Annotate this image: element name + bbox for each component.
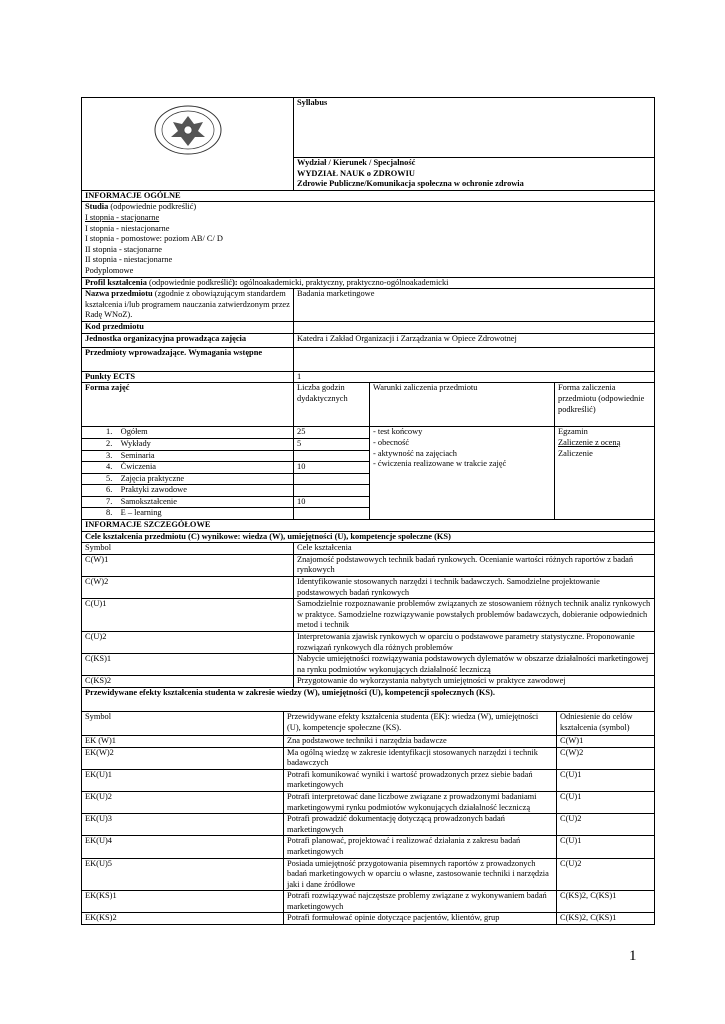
cel-text: Przygotowanie do wykorzystania nabytych umiejętności w praktyce zawodowej (294, 676, 655, 688)
detail-heading: INFORMACJE SZCZEGÓŁOWE (82, 520, 655, 532)
ects-label: Punkty ECTS (82, 371, 294, 383)
nazwa-label: Nazwa przedmiotu (85, 289, 153, 299)
efekt-symbol: EK(U)1 (82, 769, 284, 791)
form-hours: 10 (294, 496, 370, 508)
warunki-item: - test końcowy (373, 427, 423, 437)
form-hours (294, 485, 370, 497)
cel-symbol: C(W)1 (82, 554, 294, 576)
efekt-text: Potrafi prowadzić dokumentację dotyczącą prowadzonych badań marketingowych (284, 814, 557, 836)
form-name: Ćwiczenia (120, 462, 157, 472)
forma-zaliczenia-label: Forma zaliczenia przedmiotu (odpowiednie podkreślić) (555, 383, 655, 427)
cel-text: Identyfikowanie stosowanych narzędzi i technik badawczych. Samodzielne projektowanie podstawowych badań rynkowych (294, 577, 655, 599)
cel-text: Nabycie umiejętności rozwiązywania podstawowych dylematów w obszarze działalności marketingowej na rynku podmiotów wykonujących działalność leczniczą (294, 654, 655, 676)
kod-value (294, 322, 655, 334)
faculty-name: WYDZIAŁ NAUK o ZDROWIU (297, 168, 415, 178)
studia-option: I stopnia - niestacjonarne (85, 223, 170, 233)
efekt-text: Potrafi interpretować dane liczbowe związane z prowadzonymi badaniami marketingowymi rynku podmiotów wykonujących działalność leczniczą (284, 791, 557, 813)
form-row (82, 438, 294, 450)
efekt-ref: C(W)2 (557, 747, 655, 769)
efekt-text: Potrafi formułować opinie dotyczące pacjentów, klientów, grup (284, 913, 557, 925)
form-hours (294, 473, 370, 485)
specialty-name: Zdrowie Publiczne/Komunikacja społeczna w ochronie zdrowia (297, 179, 524, 189)
form-num: 6. (106, 485, 113, 495)
nazwa-hint: (zgodnie z obowiązującym standardem kształcenia i/lub programem nauczania zatwierdzonym przez Radę WNoZ). (85, 289, 290, 320)
efekt-text: Posiada umiejętność przygotowania pisemnych raportów z prowadzonych badań marketingowych w oparciu o własne, zastosowanie techniki i narzędzia jaki i dane źródłowe (284, 858, 557, 891)
form-num: 2. (106, 438, 113, 448)
efekt-symbol: EK(KS)1 (82, 891, 284, 913)
nazwa-value: Badania marketingowe (294, 289, 655, 322)
cel-symbol: C(KS)2 (82, 676, 294, 688)
form-num: 4. (106, 462, 113, 472)
form-num: 1. (106, 427, 113, 437)
header-table (81, 97, 655, 191)
efekty-table (81, 711, 655, 925)
efekt-ref: C(U)1 (557, 769, 655, 791)
efekt-ref: C(U)1 (557, 791, 655, 813)
efekt-text: Potrafi komunikować wyniki i wartość prowadzonych przez siebie badań marketingowych (284, 769, 557, 791)
zaliczenie-option: Zaliczenie (558, 448, 593, 458)
form-hours: 25 (294, 427, 370, 439)
form-hours: 5 (294, 438, 370, 450)
profil-colon: ): (232, 277, 238, 287)
form-num: 7. (106, 496, 113, 506)
przedmioty-value (294, 347, 655, 371)
form-name: Zajęcia praktyczne (120, 473, 185, 483)
jednostka-value: Katedra i Zakład Organizacji i Zarządzania w Opiece Zdrowotnej (294, 333, 655, 347)
form-row (82, 450, 294, 462)
profil-options: ogólnoakademicki, praktyczny, praktyczno-ogólnoakademicki (237, 277, 449, 287)
form-name: Samokształcenie (120, 496, 177, 506)
form-row (82, 427, 294, 439)
efekt-ref: C(U)2 (557, 814, 655, 836)
nazwa-label-cell (82, 289, 294, 322)
cele-heading: Cele kształcenia przedmiotu (C) wynikowe: wiedza (W), umiejętności (U), kompetencje społeczne (KS) (82, 531, 655, 543)
cel-symbol: C(W)2 (82, 577, 294, 599)
studia-option: II stopnia - stacjonarne (85, 244, 162, 254)
efekt-text: Zna podstawowe techniki i narzędzia badawcze (284, 735, 557, 747)
efekt-symbol: EK(KS)2 (82, 913, 284, 925)
form-name: Seminaria (120, 450, 155, 460)
warunki-item: - aktywność na zajęciach (373, 448, 457, 458)
page-number: 1 (629, 948, 637, 964)
zaliczenie-cell (555, 427, 655, 520)
studia-option: I stopnia - stacjonarne (85, 212, 160, 222)
efekt-ref: C(U)2 (557, 858, 655, 891)
profil-hint: (odpowiednie podkreślić (146, 277, 233, 287)
col-odniesienie: Odniesienie do celów kształcenia (symbol) (557, 711, 655, 735)
efekt-ref: C(W)1 (557, 735, 655, 747)
efekt-text: Potrafi rozwiązywać najczęstsze problemy związane z wykonywaniem badań marketingowych (284, 891, 557, 913)
zaliczenie-option: Zaliczenie z oceną (558, 437, 621, 447)
form-row (82, 508, 294, 520)
profil-cell (82, 277, 655, 289)
university-seal-icon (153, 104, 223, 156)
form-num: 8. (106, 508, 113, 518)
warunki-item: - obecność (373, 437, 410, 447)
col-symbol: Symbol (82, 711, 284, 735)
efekt-symbol: EK(W)2 (82, 747, 284, 769)
col-cele: Cele kształcenia (294, 543, 655, 555)
forma-label: Forma zajęć (82, 383, 294, 427)
warunki-item: - ćwiczenia realizowane w trakcie zajęć (373, 459, 507, 469)
form-row (82, 473, 294, 485)
efekt-symbol: EK(U)2 (82, 791, 284, 813)
efekt-ref: C(KS)2, C(KS)1 (557, 891, 655, 913)
efekt-symbol: EK(U)5 (82, 858, 284, 891)
form-name: E – learning (120, 508, 162, 518)
efekt-symbol: EK (W)1 (82, 735, 284, 747)
logo-cell (82, 98, 294, 191)
general-heading: INFORMACJE OGÓLNE (82, 190, 655, 202)
form-row (82, 462, 294, 474)
cel-text: Znajomość podstawowych technik badań rynkowych. Ocenianie wartości różnych raportów z badań rynkowych (294, 554, 655, 576)
col-efekty: Przewidywane efekty kształcenia studenta (EK): wiedza (W), umiejętności (U), kompetencje społeczne (KS). (284, 711, 557, 735)
efekt-ref: C(U)1 (557, 836, 655, 858)
zaliczenie-option: Egzamin (558, 427, 588, 437)
syllabus-document (81, 97, 655, 925)
form-hours (294, 508, 370, 520)
efekt-ref: C(KS)2, C(KS)1 (557, 913, 655, 925)
cel-text: Samodzielnie rozpoznawanie problemów związanych ze stosowaniem różnych technik analiz rynkowych w praktyce. Samodzielne rozwiązywanie powstałych problemów badawczych, dobieranie odpowiednich metod i technik (294, 599, 655, 632)
warunki-cell (370, 427, 555, 520)
efekt-text: Ma ogólną wiedzę w zakresie identyfikacji stosowanych narzędzi i technik badawczych (284, 747, 557, 769)
syllabus-title: Syllabus (294, 98, 655, 158)
jednostka-label: Jednostka organizacyjna prowadząca zajęcia (82, 333, 294, 347)
faculty-label: Wydział / Kierunek / Specjalność (297, 158, 416, 167)
cel-symbol: C(KS)1 (82, 654, 294, 676)
form-num: 3. (106, 450, 113, 460)
liczba-label: Liczba godzin dydaktycznych (294, 383, 370, 427)
ects-value: 1 (294, 371, 655, 383)
efekt-symbol: EK(U)3 (82, 814, 284, 836)
studia-option: Podyplomowe (85, 265, 134, 275)
form-name: Wykłady (120, 438, 151, 448)
kod-label: Kod przedmiotu (82, 322, 294, 334)
studia-cell (82, 202, 655, 277)
warunki-label: Warunki zaliczenia przedmiotu (370, 383, 555, 427)
form-name: Ogółem (120, 427, 148, 437)
faculty-cell (294, 158, 655, 191)
studia-option: I stopnia - pomostowe: poziom AB/ C/ D (85, 234, 223, 244)
form-hours: 10 (294, 462, 370, 474)
form-num: 5. (106, 473, 113, 483)
form-row (82, 496, 294, 508)
form-name: Praktyki zawodowe (120, 485, 187, 495)
cele-table (81, 519, 655, 712)
efekty-heading: Przewidywane efekty kształcenia studenta w zakresie wiedzy (W), umiejętności (U), kompetencji społecznych (KS). (82, 687, 655, 711)
cel-text: Interpretowania zjawisk rynkowych w oparciu o podstawowe parametry statystyczne. Proponowanie rozwiązań rynkowych dla różnych problemów (294, 632, 655, 654)
efekt-text: Potrafi planować, projektować i realizować działania z zakresu badań marketingowych (284, 836, 557, 858)
studia-option: II stopnia - niestacjonarne (85, 255, 173, 265)
profil-label: Profil kształcenia (85, 277, 147, 287)
cel-symbol: C(U)1 (82, 599, 294, 632)
studia-hint: (odpowiednie podkreślić) (108, 202, 197, 212)
cel-symbol: C(U)2 (82, 632, 294, 654)
studia-label: Studia (85, 202, 109, 212)
przedmioty-label: Przedmioty wprowadzające. Wymagania wstępne (82, 347, 294, 371)
form-hours (294, 450, 370, 462)
efekt-symbol: EK(U)4 (82, 836, 284, 858)
form-row (82, 485, 294, 497)
general-info-table (81, 190, 655, 520)
col-symbol: Symbol (82, 543, 294, 555)
